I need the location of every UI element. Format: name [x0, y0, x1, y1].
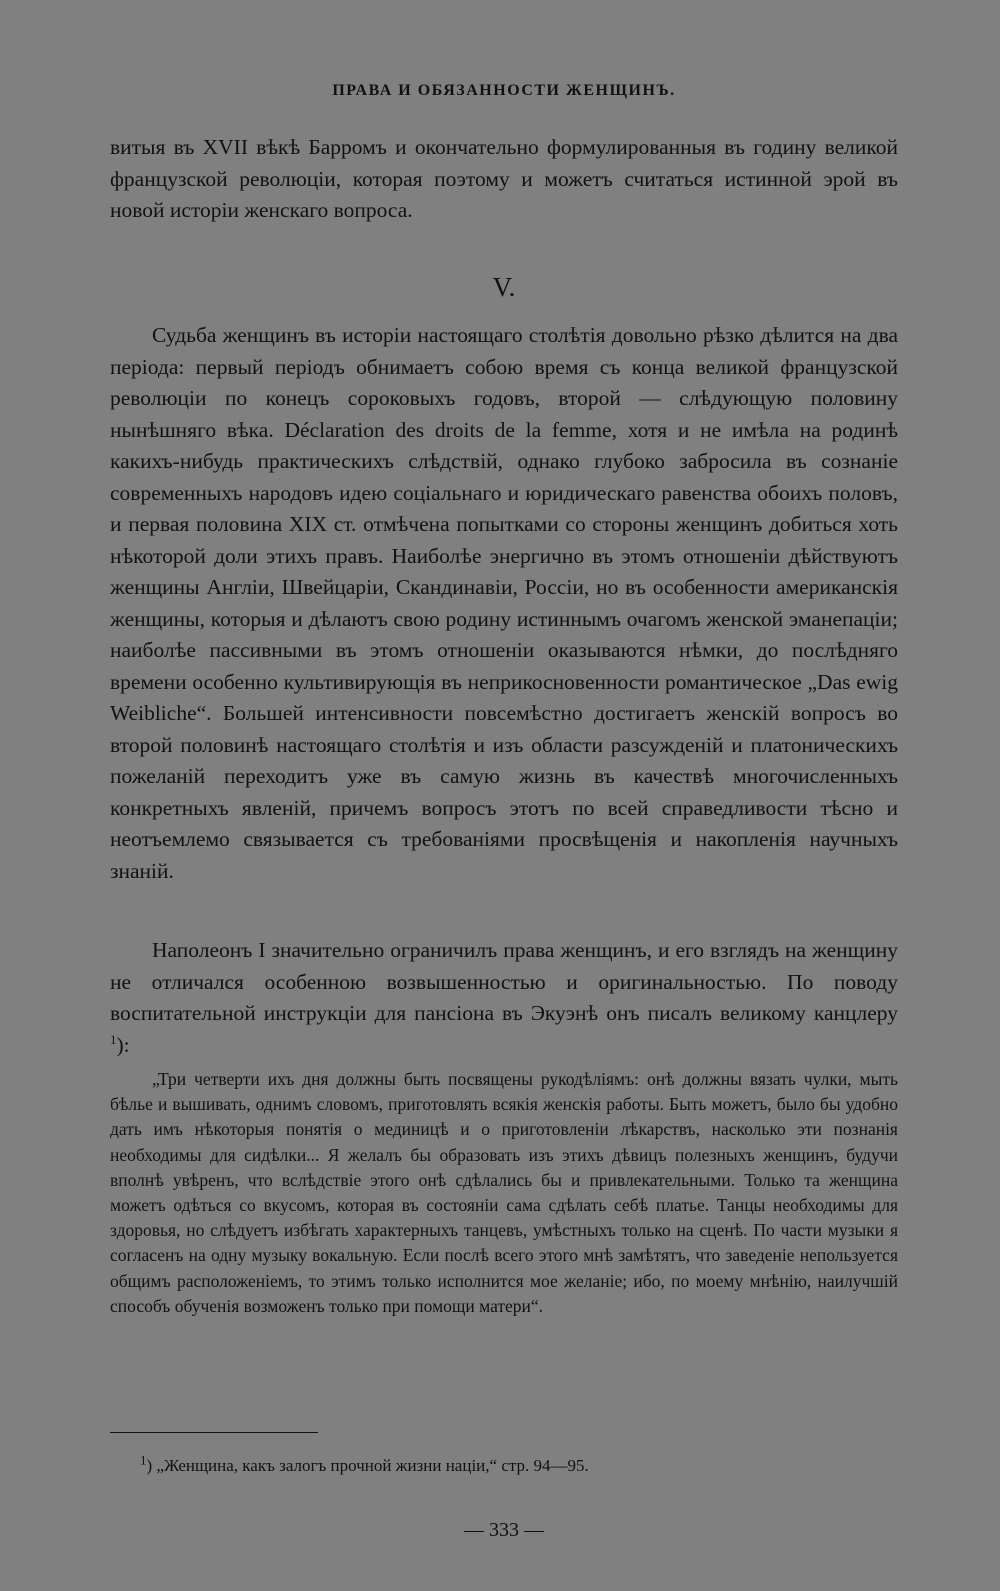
page-number: — 333 — — [464, 1519, 544, 1541]
running-head: ПРАВА И ОБЯЗАННОСТИ ЖЕНЩИНЪ. — [332, 82, 676, 99]
paragraph-2-text: Наполеонъ I значительно ограничилъ права женщинъ, и его взглядъ на женщину не отличался особенною возвышенностью и оригинальностью. По поводу воспитательной инструкціи для пансіона въ Экуэнѣ онъ писалъ великому канцлеру — [110, 938, 898, 1025]
continuation-paragraph: витыя въ XVII вѣкѣ Барромъ и окончательно формулированныя въ годину великой французской революціи, которая поэтому и можетъ считаться истинной эрой въ новой исторіи женскаго вопроса. — [110, 135, 898, 222]
footnote — [140, 1452, 898, 1477]
footnote-text: ) „Женщина, какъ залогъ прочной жизни націи,“ стр. 94—95. — [146, 1456, 589, 1475]
footnote-marker: 1 — [140, 1452, 147, 1468]
paragraph-2 — [110, 935, 898, 1061]
paragraph-1: Судьба женщинъ въ исторіи настоящаго столѣтія довольно рѣзко дѣлится на два періода: первый періодъ обнимаетъ собою время съ конца великой французской революціи по конецъ сороковыхъ годовъ, второй — слѣдующую половину нынѣшняго вѣка. Déclaration des droits de la femme, хотя и не имѣла на родинѣ какихъ-нибудь практическихъ слѣдствій, однако глубоко забросила въ сознаніе современныхъ народовъ идею соціальнаго и юридическаго равенства обоихъ половъ, и первая половина XIX ст. отмѣчена попытками со стороны женщинъ добиться хоть нѣкоторой доли этихъ правъ. Наиболѣе энергично въ этомъ отношеніи дѣйствуютъ женщины Англіи, Швейцаріи, Скандинавіи, Россіи, но въ особенности американскія женщины, которыя и дѣлаютъ свою родину истиннымъ очагомъ женской эманепаціи; наиболѣе пассивными въ этомъ отношеніи оказываются нѣмки, до послѣдняго времени особенно культивирующія въ неприкосновенности романтическое „Das ewig Weibliche“. Большей интенсивности повсемѣстно достигаетъ женскій вопросъ во второй половинѣ настоящаго столѣтія и изъ области разсужденій и платоническихъ пожеланій переходитъ уже въ самую жизнь въ качествѣ многочисленныхъ конкретныхъ явленій, причемъ вопросъ этотъ по всей справедливости тѣсно и неотъемлемо связывается съ требованіями просвѣщенія и накопленія научныхъ знаній. — [110, 323, 898, 883]
book-page — [110, 0, 898, 1591]
napoleon-quote: „Три четверти ихъ дня должны быть посвящены рукодѣліямъ: онѣ должны вязать чулки, мыть бѣлье и вышивать, однимъ словомъ, приготовлять всякія женскія работы. Быть можетъ, было бы удобно дать имъ нѣкоторыя понятія о мединицѣ и о приготовленіи лѣкарствъ, насколько эти познанія необходимы для сидѣлки... Я желалъ бы образовать изъ этихъ дѣвицъ полезныхъ женщинъ, будучи вполнѣ увѣренъ, что вслѣдствіе этого онѣ сдѣлались бы и привлекательными. Только та женщина можетъ одѣться со вкусомъ, которая въ состояніи сама сдѣлать себѣ платье. Танцы необходимы для здоровья, но слѣдуетъ избѣгать характерныхъ танцевъ, умѣстныхъ только на сценѣ. По части музыки я согласенъ на одну музыку вокальную. Если послѣ всего этого мнѣ замѣтятъ, что заведеніе непользуется общимъ расположеніемъ, то этимъ только исполнится мое желаніе; ибо, по моему мнѣнію, наилучшій способъ обученія возможенъ только при помощи матери“. — [110, 1069, 898, 1316]
section-number: V. — [492, 272, 516, 302]
footnote-divider — [110, 1432, 318, 1433]
footnote-reference[interactable]: 1 — [110, 1031, 117, 1047]
paragraph-2-end: ): — [116, 1032, 130, 1057]
